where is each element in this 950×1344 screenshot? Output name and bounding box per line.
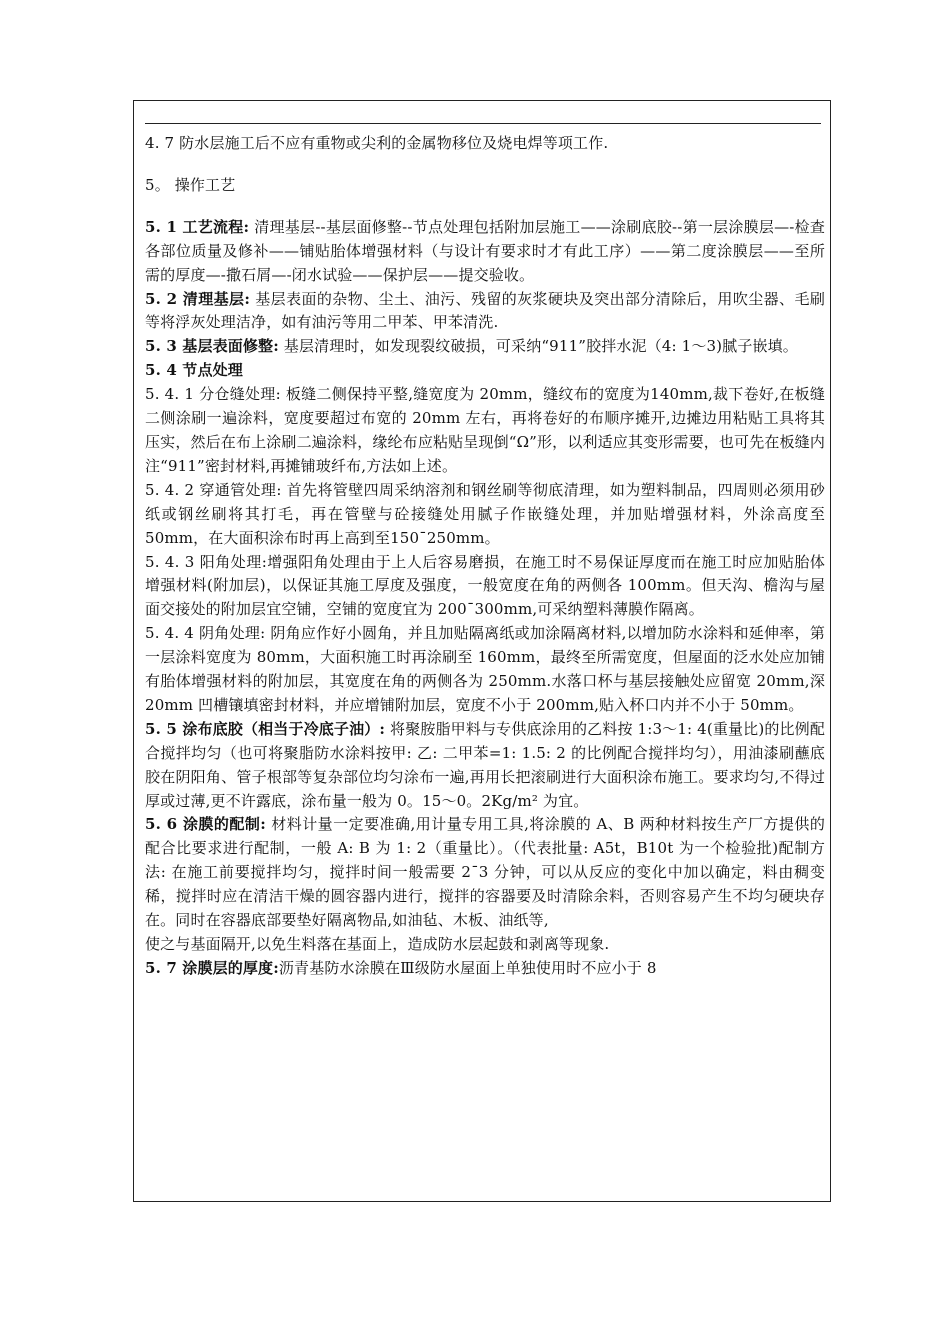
paragraph-5-3 (145, 335, 825, 359)
paragraph-4-7: 4. 7 防水层施工后不应有重物或尖利的金属物移位及烧电焊等项工作. (145, 134, 609, 152)
text-5-2: 基层表面的杂物、尘土、油污、残留的灰浆硬块及突出部分清除后，用吹尘器、毛刷等将浮灰处理洁净，如有油污等用二甲苯、甲苯清洗. (145, 289, 825, 332)
heading-5-5: 5. 5 涂布底胶（相当于冷底子油）: (145, 719, 386, 738)
paragraph-5-4 (145, 359, 825, 383)
paragraph-5-4-4: 5. 4. 4 阴角处理: 阴角应作好小圆角，并且加贴隔离纸或加涂隔离材料,以增加防水涂料和延伸率，第一层涂料宽度为 80mm，大面积施工时再涂刷至 160mm，最终至所需宽度，但屋面的泛水处应加铺有胎体增强材料的附加层，其宽度在角的两侧各为 250mm.水落口杯与基层接触处应留宽 20mm,深 20mm 凹槽镶填密封材料，并应增铺附加层，宽度不小于 200mm,贴入杯口内并不小于 50mm。 (145, 624, 825, 714)
paragraph-5-4-1: 5. 4. 1 分仓缝处理: 板缝二侧保持平整,缝宽度为 20mm，缝纹布的宽度为140mm,裁下卷好,在板缝二侧涂刷一遍涂料，宽度要超过布宽的 20mm 左右，再将卷好的布顺序摊开,边摊边用粘贴工具将其压实，然后在布上涂刷二遍涂料，缘纶布应粘贴呈现倒“Ω”形，以利适应其变形需要，也可先在板缝内注“911”密封材料,再摊铺玻纤布,方法如上述。 (145, 385, 825, 475)
document-body (145, 124, 825, 981)
section-5-title: 5。 操作工艺 (145, 175, 236, 194)
text-5-5: 将聚胺脂甲料与专供底涂用的乙料按 1:3～1: 4(重量比)的比例配合搅拌均匀（也可将聚脂防水涂料按甲: 乙: 二甲苯=1: 1.5: 2 的比例配合搅拌均匀），用油漆刷蘸底胶在阴阳角、管子根部等复杂部位均匀涂布一遍,再用长把滚刷进行大面积涂布施工。要求均匀,不得过厚或过薄,更不许露底，涂布量一般为 0。15～0。2Kg/m² 为宜。 (145, 719, 825, 810)
text-5-3: 基层清理时，如发现裂纹破损，可采纳“911”胶拌水泥（4: 1～3)腻子嵌填。 (278, 337, 798, 356)
paragraph-5-6 (145, 813, 825, 933)
text-5-6: 材料计量一定要准确,用计量专用工具,将涂膜的 A、B 两种材料按生产厂方提供的配合比要求进行配制，一般 A: B 为 1: 2（重量比）。（代表批量: A5t，B10t 为一个检验批)配制方法: 在施工前要搅拌均匀，搅拌时间一般需要 2¯3 分钟，可以从反应的变化中加以确定，料由稠变稀，搅拌时应在清洁干燥的圆容器内进行，搅拌的容器要及时清除余料，否则容易产生不均匀硬块存在。同时在容器底部要垫好隔离物品,如油毡、木板、油纸等, (145, 815, 825, 930)
heading-5-7: 5. 7 涂膜层的厚度: (145, 958, 279, 977)
heading-5-3: 5. 3 基层表面修整: (145, 337, 279, 356)
paragraph-5-2 (145, 288, 825, 336)
paragraph-5-5 (145, 718, 825, 814)
paragraph-5-6-tail: 使之与基面隔开,以免生料落在基面上，造成防水层起鼓和剥离等现象. (145, 935, 610, 953)
text-5-1: 清理基层--基层面修整--节点处理包括附加层施工——涂刷底胶--第一层涂膜层—-检查各部位质量及修补——铺贴胎体增强材料（与设计有要求时才有此工序）——第二度涂膜层——至所需的厚度—-撒石屑—-闭水试验——保护层——提交验收。 (145, 217, 826, 284)
paragraph-5-1 (145, 216, 825, 288)
paragraph-5-4-2: 5. 4. 2 穿通管处理: 首先将管壁四周采纳溶剂和钢丝刷等彻底清理，如为塑料制品，四周则必须用砂纸或钢丝刷将其打毛，再在管壁与砼接缝处用腻子作嵌缝处理，并加贴增强材料，外涂高度至 50mm，在大面积涂布时再上高到至150¯250mm。 (145, 480, 825, 547)
paragraph-5-4-3: 5. 4. 3 阳角处理:增强阳角处理由于上人后容易磨损，在施工时不易保证厚度而在施工时应加贴胎体增强材料(附加层)，以保证其施工厚度及强度，一般宽度在角的两侧各 100mm。但天沟、檐沟与屋面交接处的附加层宜空铺，空铺的宽度宜为 200¯300mm,可采纳塑料薄膜作隔离。 (145, 552, 825, 619)
heading-5-1: 5. 1 工艺流程: (145, 217, 250, 236)
text-5-7: 沥青基防水涂膜在Ⅲ级防水屋面上单独使用时不应小于 8 (278, 958, 657, 977)
paragraph-5-7 (145, 957, 825, 981)
heading-5-2: 5. 2 清理基层: (145, 289, 251, 308)
heading-5-6: 5. 6 涂膜的配制: (145, 815, 266, 834)
heading-5-4: 5. 4 节点处理 (145, 361, 243, 380)
